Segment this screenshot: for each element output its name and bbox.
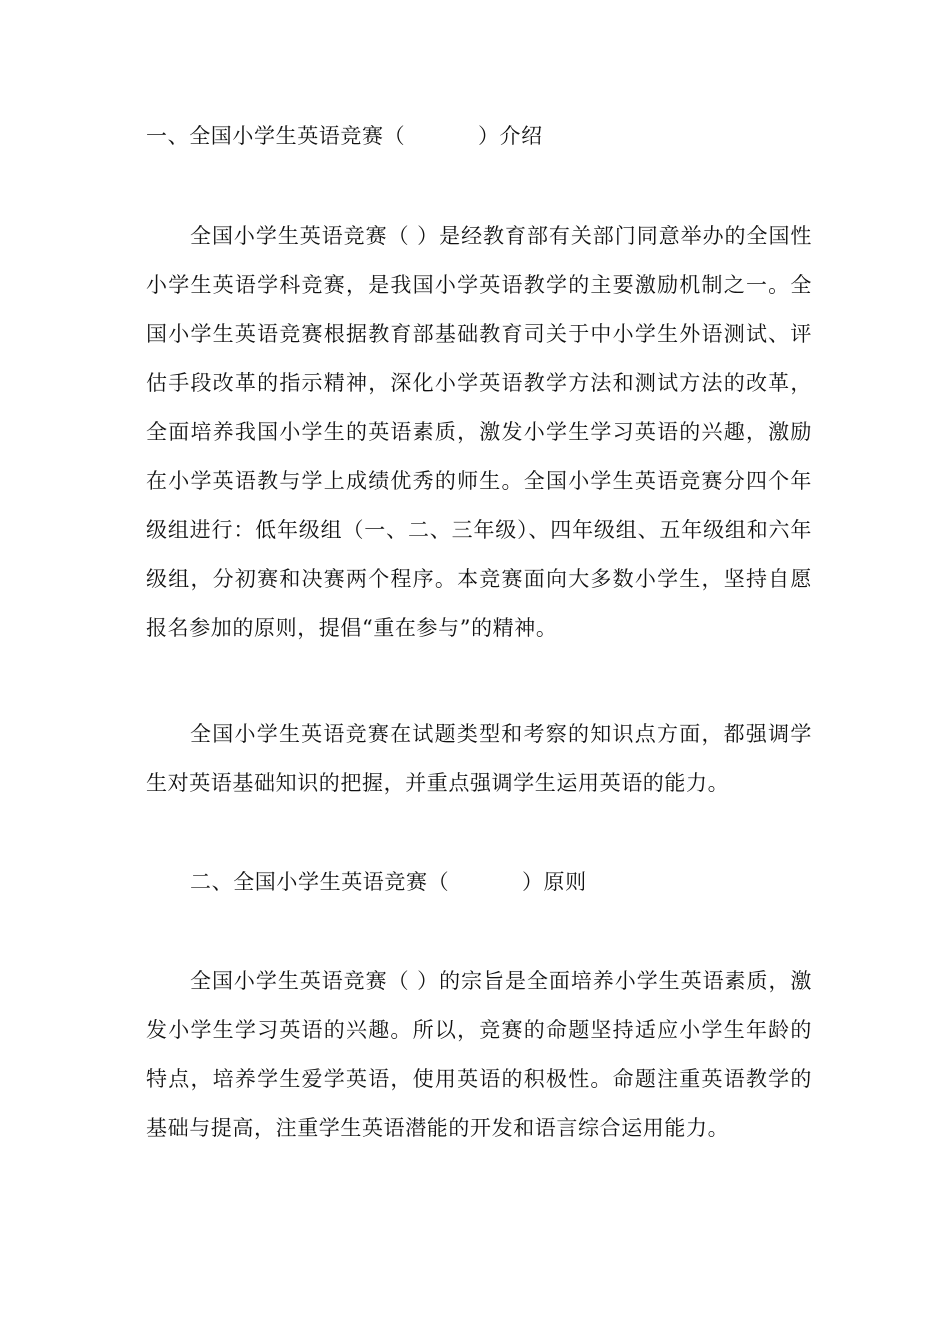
paragraph-question-types: 全国小学生英语竞赛在试题类型和考察的知识点方面，都强调学生对英语基础知识的把握，并重点强调学生运用英语的能力。 [146,722,812,795]
section-heading-introduction: 一、全国小学生英语竞赛（ ）介绍 [146,124,543,148]
section-heading-principles: 二、全国小学生英语竞赛（ ）原则 [190,870,587,894]
paragraph-principles: 全国小学生英语竞赛（ ）的宗旨是全面培养小学生英语素质，激发小学生学习英语的兴趣。所以，竞赛的命题坚持适应小学生年龄的特点，培养学生爱学英语，使用英语的积极性。命题注重英语教学的基础与提高，注重学生英语潜能的开发和语言综合运用能力。 [146,969,812,1140]
paragraph-introduction: 全国小学生英语竞赛（ ）是经教育部有关部门同意举办的全国性小学生英语学科竞赛，是我国小学英语教学的主要激励机制之一。全国小学生英语竞赛根据教育部基础教育司关于中小学生外语测试、评估手段改革的指示精神，深化小学英语教学方法和测试方法的改革，全面培养我国小学生的英语素质，激发小学生学习英语的兴趣，激励在小学英语教与学上成绩优秀的师生。全国小学生英语竞赛分四个年级组进行：低年级组（一、二、三年级）、四年级组、五年级组和六年级组，分初赛和决赛两个程序。本竞赛面向大多数小学生，坚持自愿报名参加的原则，提倡“重在参与”的精神。 [146,224,812,640]
